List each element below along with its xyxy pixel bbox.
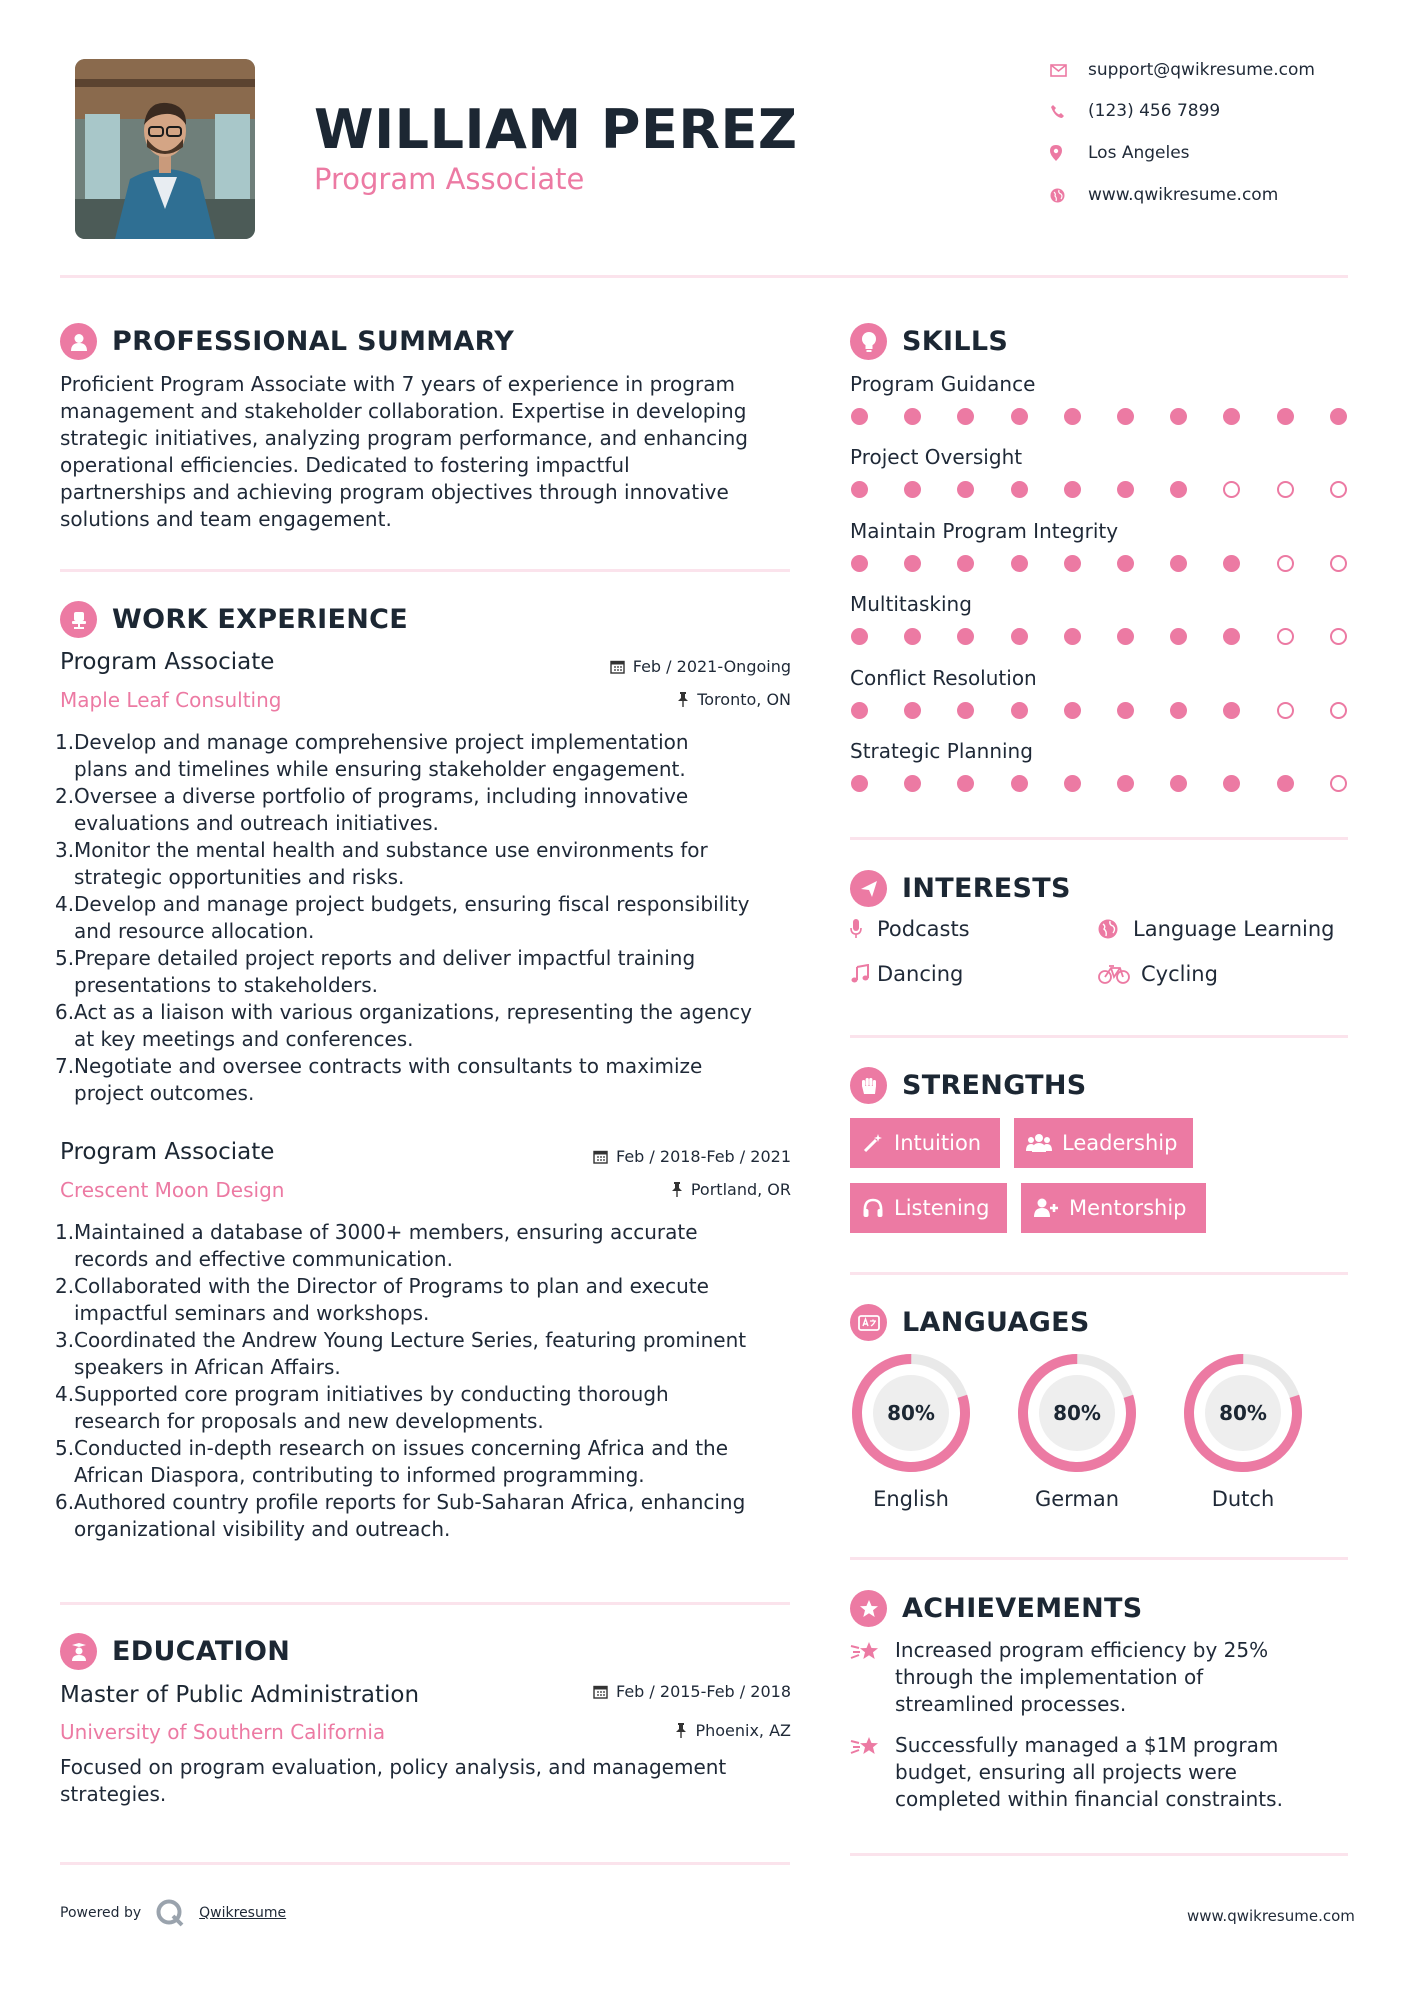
- language-percent: 80%: [1219, 1401, 1267, 1425]
- rating-dot-filled: [904, 481, 921, 498]
- skill-rating: [851, 408, 1351, 428]
- profile-photo: [75, 59, 255, 239]
- rating-dot-filled: [851, 775, 868, 792]
- rating-dot-filled: [851, 702, 868, 719]
- calendar-icon: [593, 1149, 608, 1164]
- strength-listening: Listening: [850, 1183, 1007, 1233]
- languages-heading: LANGUAGES: [850, 1304, 1090, 1341]
- phone-text: (123) 456 7899: [1088, 101, 1221, 121]
- shooting-star-icon: [850, 1637, 895, 1718]
- achievements-heading: ACHIEVEMENTS: [850, 1590, 1143, 1627]
- skill-rating: [851, 702, 1351, 722]
- list-item: 4. Develop and manage project budgets, ensuring fiscal responsibility and resource allocation.: [55, 892, 750, 943]
- education-heading: EDUCATION: [60, 1633, 290, 1670]
- list-item: 5. Conducted in-depth research on issues concerning Africa and the African Diaspora, contributing to informed programming.: [55, 1436, 729, 1487]
- skill-rating: [851, 775, 1351, 795]
- contact-email[interactable]: [1050, 55, 1315, 85]
- summary-divider: [60, 569, 790, 572]
- interest-cycling: Cycling: [1098, 962, 1218, 986]
- language-progress-ring: [850, 1352, 972, 1474]
- language-percent: 80%: [887, 1401, 935, 1425]
- pushpin-icon: [671, 1182, 683, 1197]
- interest-dancing: Dancing: [850, 962, 963, 986]
- rating-dot-empty: [1330, 481, 1347, 498]
- rating-dot-empty: [1330, 628, 1347, 645]
- rating-dot-filled: [957, 481, 974, 498]
- job-title: Program Associate: [60, 649, 275, 675]
- language-name: English: [873, 1487, 949, 1511]
- list-item: 5. Prepare detailed project reports and deliver impactful training presentations to stakeholders.: [55, 946, 696, 997]
- summary-heading: PROFESSIONAL SUMMARY: [60, 323, 514, 360]
- achievement-item: Successfully managed a $1M program budget, ensuring all projects were completed within financial constraints.: [850, 1732, 1305, 1813]
- rating-dot-filled: [904, 555, 921, 572]
- job-responsibilities: [55, 729, 800, 1107]
- list-item: 3. Coordinated the Andrew Young Lecture Series, featuring prominent speakers in African Affairs.: [55, 1328, 747, 1379]
- job-dates: Feb / 2018-Feb / 2021: [540, 1147, 791, 1166]
- rating-dot-filled: [1223, 775, 1240, 792]
- rating-dot-filled: [1011, 555, 1028, 572]
- translate-icon: [850, 1304, 887, 1341]
- skill-name: Maintain Program Integrity: [850, 519, 1119, 543]
- fist-icon: [850, 1067, 887, 1104]
- language-name: German: [1034, 1487, 1120, 1511]
- rating-dot-filled: [851, 628, 868, 645]
- skills-divider: [850, 837, 1348, 840]
- rating-dot-filled: [1117, 408, 1134, 425]
- rating-dot-filled: [1011, 775, 1028, 792]
- rating-dot-filled: [1064, 555, 1081, 572]
- job-location: Toronto, ON: [540, 690, 791, 709]
- lightbulb-icon: [850, 323, 887, 360]
- location-text: Los Angeles: [1088, 143, 1190, 163]
- qwikresume-link[interactable]: Qwikresume: [199, 1905, 287, 1921]
- calendar-icon: [593, 1684, 608, 1699]
- map-pin-icon: [1050, 145, 1088, 161]
- bicycle-icon: [1098, 964, 1141, 984]
- rating-dot-filled: [1011, 628, 1028, 645]
- rating-dot-filled: [851, 481, 868, 498]
- rating-dot-filled: [1330, 408, 1347, 425]
- list-item: 1. Develop and manage comprehensive project implementation plans and timelines while ensuring stakeholder engagement.: [55, 730, 689, 781]
- skill-name: Strategic Planning: [850, 739, 1033, 763]
- language-percent: 80%: [1053, 1401, 1101, 1425]
- language-progress-ring: [1182, 1352, 1304, 1474]
- rating-dot-filled: [1064, 775, 1081, 792]
- skill-name: Project Oversight: [850, 445, 1023, 469]
- rating-dot-empty: [1223, 481, 1240, 498]
- rating-dot-filled: [1011, 702, 1028, 719]
- rating-dot-filled: [1064, 702, 1081, 719]
- rating-dot-filled: [1170, 555, 1187, 572]
- achievement-item: Increased program efficiency by 25% through the implementation of streamlined processes.: [850, 1637, 1305, 1718]
- rating-dot-filled: [1170, 775, 1187, 792]
- job-title: Program Associate: [60, 1139, 275, 1165]
- candidate-title: Program Associate: [314, 162, 585, 196]
- user-plus-icon: [1033, 1197, 1059, 1219]
- users-icon: [1026, 1132, 1052, 1154]
- powered-by: [60, 1898, 286, 1928]
- work-divider: [60, 1602, 790, 1605]
- globe-icon: [1098, 919, 1133, 939]
- shooting-star-icon: [850, 1732, 895, 1813]
- list-item: 7. Negotiate and oversee contracts with consultants to maximize project outcomes.: [55, 1054, 703, 1105]
- strength-leadership: Leadership: [1014, 1118, 1193, 1168]
- list-item: 2. Collaborated with the Director of Programs to plan and execute impactful seminars and workshops.: [55, 1274, 709, 1325]
- rating-dot-filled: [1117, 555, 1134, 572]
- envelope-icon: [1050, 64, 1088, 77]
- education-dates: Feb / 2015-Feb / 2018: [540, 1682, 791, 1701]
- rating-dot-filled: [1064, 481, 1081, 498]
- education-divider: [60, 1862, 790, 1865]
- skill-name: Conflict Resolution: [850, 666, 1037, 690]
- rating-dot-filled: [1117, 775, 1134, 792]
- company-name: Crescent Moon Design: [60, 1178, 285, 1202]
- powered-by-label: Powered by: [60, 1905, 142, 1921]
- graduate-icon: [60, 1633, 97, 1670]
- footer-website[interactable]: www.qwikresume.com: [1187, 1907, 1355, 1925]
- rating-dot-filled: [1064, 628, 1081, 645]
- list-item: 3. Monitor the mental health and substance use environments for strategic opportunities and risks.: [55, 838, 708, 889]
- email-text: support@qwikresume.com: [1088, 60, 1315, 80]
- rating-dot-filled: [957, 775, 974, 792]
- interest-podcasts: Podcasts: [850, 917, 970, 941]
- rating-dot-filled: [1117, 702, 1134, 719]
- rating-dot-filled: [904, 408, 921, 425]
- rating-dot-filled: [851, 555, 868, 572]
- degree-title: Master of Public Administration: [60, 1682, 420, 1708]
- language-progress-ring: [1016, 1352, 1138, 1474]
- skill-rating: [851, 481, 1351, 501]
- job-responsibilities: [55, 1219, 800, 1543]
- calendar-icon: [610, 659, 625, 674]
- languages-divider: [850, 1557, 1348, 1560]
- work-heading: WORK EXPERIENCE: [60, 601, 408, 638]
- strength-mentorship: Mentorship: [1021, 1183, 1206, 1233]
- job-location: Portland, OR: [540, 1180, 791, 1199]
- phone-icon: [1050, 104, 1088, 119]
- skill-name: Program Guidance: [850, 372, 1036, 396]
- strengths-divider: [850, 1272, 1348, 1275]
- contact-location: [1050, 138, 1190, 168]
- rating-dot-filled: [1170, 628, 1187, 645]
- interests-divider: [850, 1035, 1348, 1038]
- language-name: Dutch: [1211, 1487, 1275, 1511]
- header-divider: [60, 275, 1348, 278]
- rating-dot-filled: [1170, 481, 1187, 498]
- interest-language-learning: Language Learning: [1098, 917, 1334, 941]
- rating-dot-filled: [1223, 702, 1240, 719]
- globe-icon: [1050, 188, 1088, 203]
- rating-dot-empty: [1330, 555, 1347, 572]
- headphones-icon: [862, 1198, 884, 1218]
- rating-dot-empty: [1330, 702, 1347, 719]
- rating-dot-filled: [851, 408, 868, 425]
- list-item: 1. Maintained a database of 3000+ members, ensuring accurate records and effective communication.: [55, 1220, 698, 1271]
- skill-rating: [851, 555, 1351, 575]
- achievements-divider: [850, 1853, 1348, 1856]
- rating-dot-filled: [957, 408, 974, 425]
- music-note-icon: [850, 964, 877, 984]
- rating-dot-filled: [1117, 628, 1134, 645]
- skill-rating: [851, 628, 1351, 648]
- chair-icon: [60, 601, 97, 638]
- contact-phone[interactable]: [1050, 96, 1220, 126]
- company-name: Maple Leaf Consulting: [60, 688, 282, 712]
- list-item: 4. Supported core program initiatives by conducting thorough research for proposals and new developments.: [55, 1382, 669, 1433]
- rating-dot-filled: [904, 628, 921, 645]
- rating-dot-filled: [1170, 702, 1187, 719]
- rating-dot-filled: [904, 702, 921, 719]
- candidate-name: WILLIAM PEREZ: [314, 98, 798, 161]
- rating-dot-filled: [1277, 775, 1294, 792]
- rating-dot-filled: [957, 628, 974, 645]
- summary-text: Proficient Program Associate with 7 years of experience in program management and stakeholder collaboration. Expertise in developing strategic initiatives, analyzing program performance, and enhancing operational efficiencies. Dedicated to fostering impactful partnerships and achieving program objectives through innovative solutions and team engagement.: [60, 372, 748, 531]
- education-description: Focused on program evaluation, policy analysis, and management strategies.: [60, 1755, 727, 1806]
- rating-dot-filled: [1011, 481, 1028, 498]
- strength-intuition: Intuition: [850, 1118, 1000, 1168]
- rating-dot-empty: [1277, 702, 1294, 719]
- qwikresume-logo-icon: [155, 1898, 185, 1928]
- school-name: University of Southern California: [60, 1720, 386, 1744]
- pushpin-icon: [675, 1723, 687, 1738]
- rating-dot-filled: [1223, 555, 1240, 572]
- pushpin-icon: [677, 692, 689, 707]
- rating-dot-empty: [1330, 775, 1347, 792]
- contact-website[interactable]: [1050, 180, 1278, 210]
- list-item: 6. Act as a liaison with various organizations, representing the agency at key meetings and conferences.: [55, 1000, 752, 1051]
- interests-heading: INTERESTS: [850, 870, 1071, 907]
- rating-dot-filled: [1277, 408, 1294, 425]
- education-location: Phoenix, AZ: [540, 1721, 791, 1740]
- rating-dot-empty: [1277, 628, 1294, 645]
- user-icon: [60, 323, 97, 360]
- rating-dot-filled: [1117, 481, 1134, 498]
- microphone-icon: [850, 919, 877, 939]
- list-item: 2. Oversee a diverse portfolio of programs, including innovative evaluations and outreach initiatives.: [55, 784, 689, 835]
- rating-dot-filled: [1223, 408, 1240, 425]
- website-text: www.qwikresume.com: [1088, 185, 1279, 205]
- rating-dot-filled: [957, 555, 974, 572]
- rating-dot-empty: [1277, 481, 1294, 498]
- paper-plane-icon: [850, 870, 887, 907]
- job-dates: Feb / 2021-Ongoing: [540, 657, 791, 676]
- rating-dot-filled: [1064, 408, 1081, 425]
- skill-name: Multitasking: [850, 592, 972, 616]
- strengths-heading: STRENGTHS: [850, 1067, 1087, 1104]
- rating-dot-filled: [957, 702, 974, 719]
- rating-dot-filled: [904, 775, 921, 792]
- rating-dot-filled: [1011, 408, 1028, 425]
- skills-heading: SKILLS: [850, 323, 1008, 360]
- rating-dot-filled: [1223, 628, 1240, 645]
- magic-wand-icon: [862, 1132, 884, 1154]
- rating-dot-filled: [1170, 408, 1187, 425]
- star-badge-icon: [850, 1590, 887, 1627]
- rating-dot-empty: [1277, 555, 1294, 572]
- list-item: 6. Authored country profile reports for Sub-Saharan Africa, enhancing organizational visibility and outreach.: [55, 1490, 746, 1541]
